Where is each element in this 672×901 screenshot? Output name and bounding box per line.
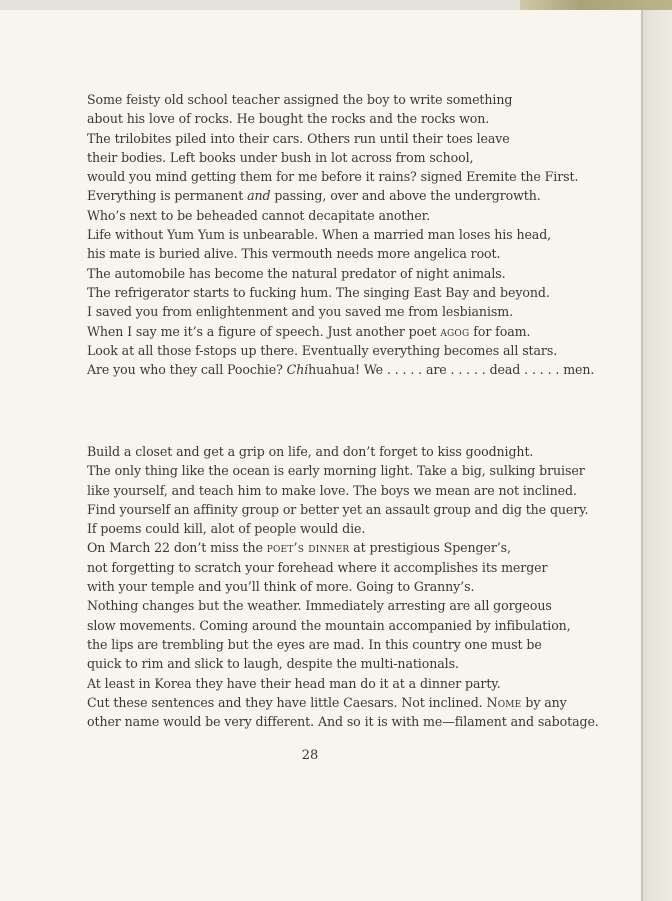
poem-line: not forgetting to scratch your forehead where it accomplishes its merger bbox=[87, 559, 548, 575]
stanza-2 bbox=[87, 442, 599, 731]
poem-line bbox=[87, 322, 587, 341]
poem-line bbox=[87, 538, 587, 557]
page-gutter-edge bbox=[641, 10, 672, 901]
poem-line: I saved you from enlightenment and you saved me from lesbianism. bbox=[87, 304, 513, 320]
line-text: huahua! We . . . . . are . . . . . dead . . . . . men. bbox=[308, 362, 595, 378]
small-caps-text: agog bbox=[440, 323, 470, 339]
poem-line: The trilobites piled into their cars. Others run until their toes leave bbox=[87, 130, 510, 146]
poem-line: his mate is buried alive. This vermouth needs more angelica root. bbox=[87, 246, 501, 262]
poem-line: Life without Yum Yum is unbearable. When a married man loses his head, bbox=[87, 227, 552, 243]
poem-line: If poems could kill, alot of people would die. bbox=[87, 521, 366, 537]
poem-line: like yourself, and teach him to make love. The boys we mean are not inclined. bbox=[87, 482, 577, 498]
italic-emphasis: Chi bbox=[286, 362, 309, 378]
line-text: at prestigious Spenger’s, bbox=[349, 540, 511, 556]
poem-line: Look at all those f-stops up there. Eventually everything becomes all stars. bbox=[87, 342, 558, 358]
line-text: Are you who they call Poochie? bbox=[87, 362, 287, 378]
poem-line: quick to rim and slick to laugh, despite the multi-nationals. bbox=[87, 656, 459, 672]
poem-line: Build a closet and get a grip on life, and don’t forget to kiss goodnight. bbox=[87, 444, 534, 459]
poem-line bbox=[87, 186, 587, 205]
line-text: Everything is permanent bbox=[87, 188, 248, 204]
poem-line: slow movements. Coming around the mountain accompanied by infibulation, bbox=[87, 617, 571, 633]
line-text: by any bbox=[521, 694, 567, 710]
poem-line bbox=[87, 693, 587, 712]
poem-line: would you mind getting them for me before it rains? signed Eremite the First. bbox=[87, 169, 579, 185]
stanza-1 bbox=[87, 90, 595, 379]
poem-line bbox=[87, 360, 595, 379]
poem-line: their bodies. Left books under bush in lot across from school, bbox=[87, 149, 474, 165]
small-caps-text: Nome bbox=[486, 694, 522, 710]
small-caps-text: poet’s dinner bbox=[266, 540, 350, 556]
poem-line: Who’s next to be beheaded cannot decapitate another. bbox=[87, 207, 431, 223]
line-text: Cut these sentences and they have little Caesars. Not inclined. bbox=[87, 694, 487, 710]
poem-line: Nothing changes but the weather. Immediately arresting are all gorgeous bbox=[87, 598, 552, 614]
line-text: for foam. bbox=[469, 323, 531, 339]
poem-line: The refrigerator starts to fucking hum. The singing East Bay and beyond. bbox=[87, 284, 550, 300]
line-text: On March 22 don’t miss the bbox=[87, 540, 267, 556]
poem-line: The only thing like the ocean is early morning light. Take a big, sulking bruiser bbox=[87, 463, 585, 479]
line-text: passing, over and above the undergrowth. bbox=[270, 188, 541, 204]
italic-emphasis: and bbox=[247, 188, 271, 204]
poem-line: At least in Korea they have their head man do it at a dinner party. bbox=[87, 675, 501, 691]
poem-line: about his love of rocks. He bought the rocks and the rocks won. bbox=[87, 111, 490, 127]
poem-line: The automobile has become the natural predator of night animals. bbox=[87, 265, 506, 281]
poem-line: other name would be very different. And so it is with me—filament and sabotage. bbox=[87, 714, 599, 730]
page-number: 28 bbox=[301, 748, 319, 763]
poem-line: Some feisty old school teacher assigned the boy to write something bbox=[87, 92, 513, 107]
page-edge-line bbox=[641, 10, 643, 901]
poem-line: Find yourself an affinity group or better yet an assault group and dig the query. bbox=[87, 501, 589, 517]
poem-line: the lips are trembling but the eyes are mad. In this country one must be bbox=[87, 636, 542, 652]
line-text: When I say me it’s a figure of speech. Just another poet bbox=[87, 323, 441, 339]
poem-line: with your temple and you’ll think of more. Going to Granny’s. bbox=[87, 579, 475, 595]
